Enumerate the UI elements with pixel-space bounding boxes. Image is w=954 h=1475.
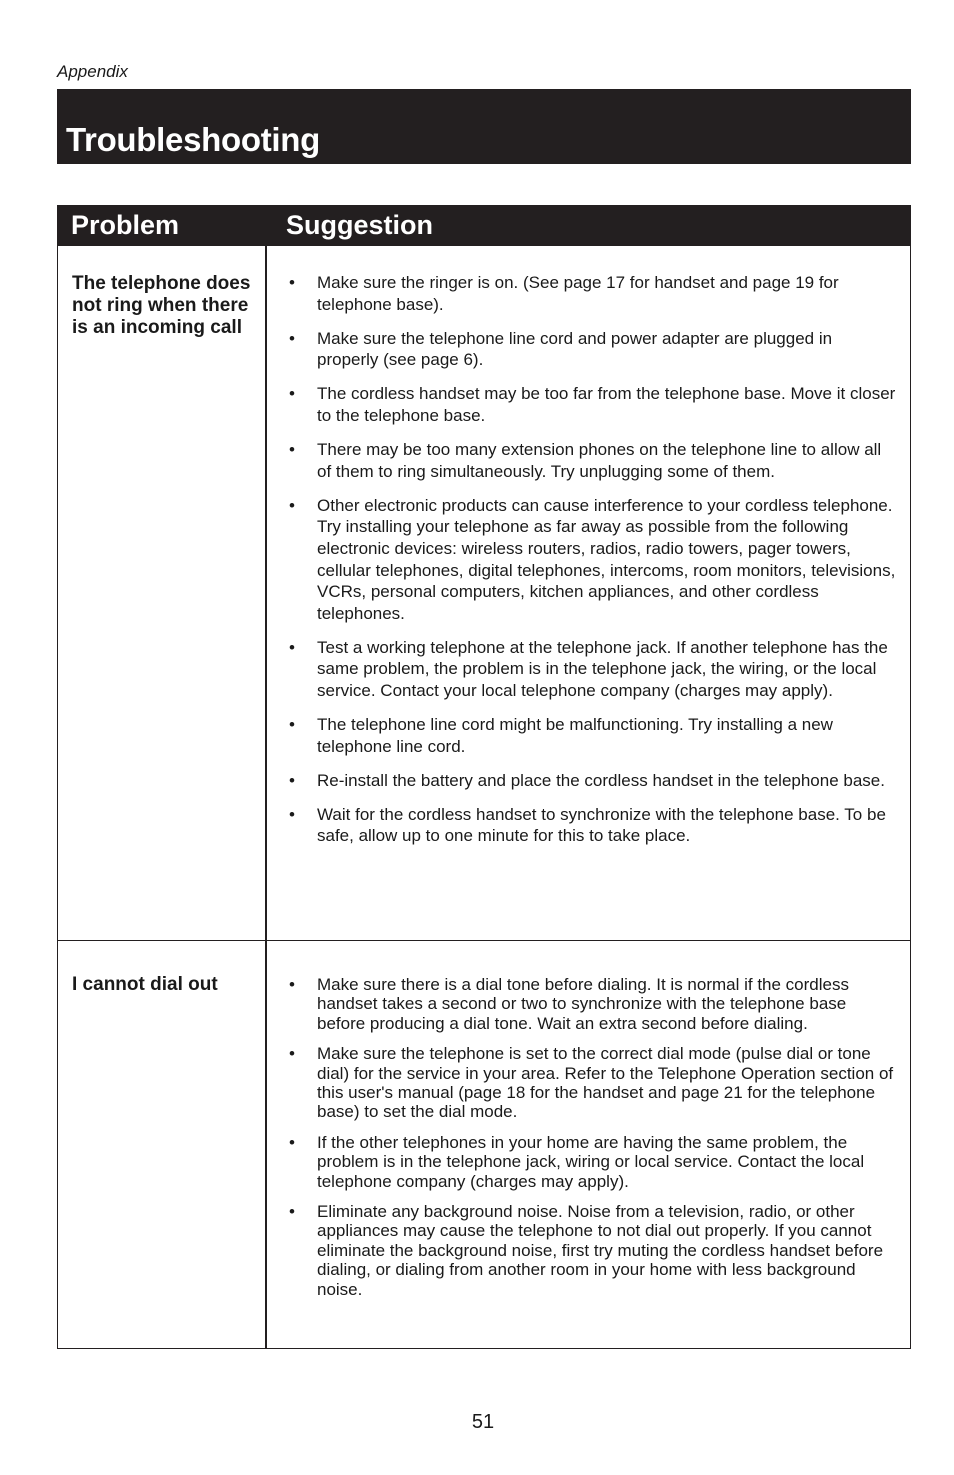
suggestion-item: • If the other telephones in your home are having the same problem, the problem is in the telephone jack, wiring or local service. Contact the local telephone company (charges may apply). — [289, 1133, 898, 1191]
suggestion-item: • Make sure the ringer is on. (See page 17 for handset and page 19 for telephone base). — [289, 272, 898, 315]
problem-cell: I cannot dial out — [58, 941, 267, 1348]
column-header-suggestion: Suggestion — [286, 210, 433, 240]
troubleshooting-table — [57, 205, 911, 1349]
table-row — [57, 940, 910, 1348]
suggestion-item: • Make sure there is a dial tone before dialing. It is normal if the cordless handset takes a second or two to synchronize with the telephone base before producing a dial tone. Wait an extra second before dialing. — [289, 975, 898, 1033]
suggestion-item: • Test a working telephone at the telephone jack. If another telephone has the same problem, the problem is in the telephone jack, the wiring, or the local service. Contact your local telephone company (charges may apply). — [289, 637, 898, 702]
suggestion-item: • There may be too many extension phones on the telephone line to allow all of them to ring simultaneously. Try unplugging some of them. — [289, 439, 898, 482]
page-title: Troubleshooting — [66, 121, 320, 158]
suggestion-item: • Wait for the cordless handset to synchronize with the telephone base. To be safe, allow up to one minute for this to take place. — [289, 804, 898, 847]
table-header — [57, 205, 910, 246]
suggestion-item: • The cordless handset may be too far from the telephone base. Move it closer to the telephone base. — [289, 383, 898, 426]
suggestion-cell — [267, 246, 910, 940]
suggestion-list — [289, 272, 898, 847]
title-banner — [57, 89, 911, 164]
suggestion-item: • Re-install the battery and place the cordless handset in the telephone base. — [289, 770, 898, 792]
column-header-problem: Problem — [71, 210, 180, 240]
suggestion-item: • The telephone line cord might be malfunctioning. Try installing a new telephone line cord. — [289, 714, 898, 757]
suggestion-item: • Other electronic products can cause interference to your cordless telephone. Try installing your telephone as far away as possible from the following electronic devices: wireless routers, radios, radio towers, pager towers, cellular telephones, digital telephones, intercoms, room monitors, televisions, VCRs, personal computers, kitchen appliances, and other cordless telephones. — [289, 495, 898, 625]
section-label: Appendix — [57, 62, 128, 81]
problem-cell: The telephone does not ring when there is an incoming call — [58, 246, 267, 940]
suggestion-item: • Make sure the telephone line cord and power adapter are plugged in properly (see page 6). — [289, 328, 898, 371]
suggestion-cell — [267, 941, 910, 1348]
page-number: 51 — [471, 1411, 495, 1433]
table-row — [57, 246, 910, 940]
suggestion-list — [289, 975, 898, 1299]
suggestion-item: • Eliminate any background noise. Noise from a television, radio, or other appliances may cause the telephone to not dial out properly. If you cannot eliminate the background noise, first try muting the cordless handset before dialing, or dialing from another room in your home with less background noise. — [289, 1202, 898, 1299]
suggestion-item: • Make sure the telephone is set to the correct dial mode (pulse dial or tone dial) for the service in your area. Refer to the Telephone Operation section of this user's manual (page 18 for the handset and page 21 for the telephone base) to set the dial mode. — [289, 1044, 898, 1122]
